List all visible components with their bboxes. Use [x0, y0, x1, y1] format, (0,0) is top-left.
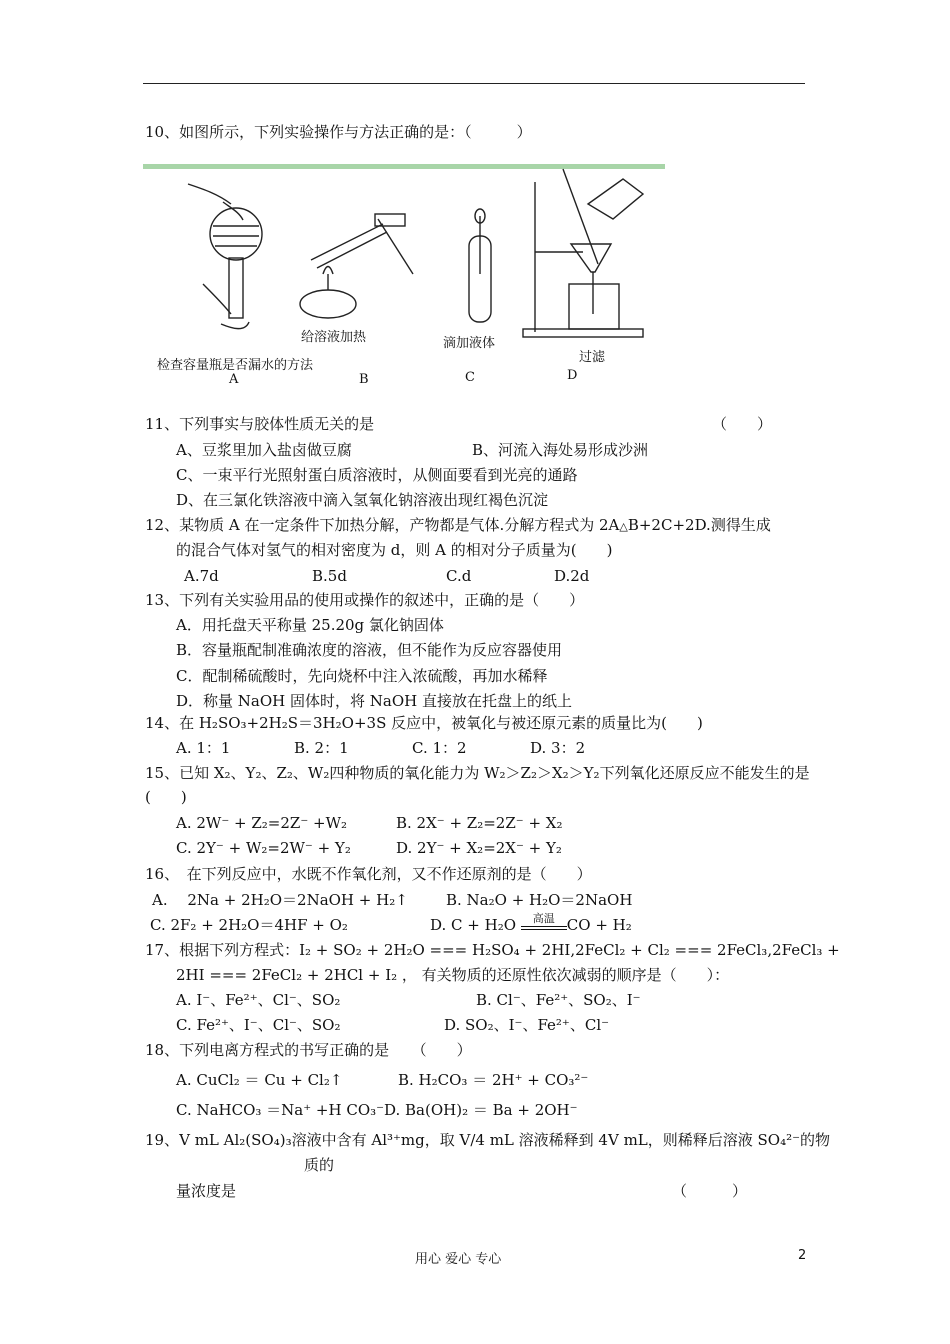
option-11-d: D、在三氯化铁溶液中滴入氢氧化钠溶液出现红褐色沉淀: [176, 491, 549, 509]
option-13-c: C．配制稀硫酸时，先向烧杯中注入浓硫酸，再加水稀释: [176, 667, 548, 685]
heat-arrow-icon: △: [619, 520, 628, 533]
option-12-c: C.d: [446, 567, 472, 585]
option-17-d: D. SO₂、I⁻、Fe²⁺、Cl⁻: [444, 1016, 610, 1034]
question-11-paren: （ ）: [712, 415, 773, 433]
caption-c: 滴加液体: [443, 336, 496, 351]
option-15-d: D. 2Y⁻ + X₂=2X⁻ + Y₂: [396, 839, 562, 857]
filtration-setup-drawing: [523, 169, 643, 337]
question-10: 10、如图所示，下列实验操作与方法正确的是：（ ）: [145, 123, 532, 141]
question-19-line2: 质的: [304, 1156, 335, 1174]
option-16-b: B. Na₂O + H₂O＝2NaOH: [446, 891, 633, 909]
option-13-a: A．用托盘天平称量 25.20g 氯化钠固体: [176, 616, 444, 634]
q12-part1: 12、某物质 A 在一定条件下加热分解，产物都是气体.分解方程式为 2A: [145, 516, 620, 534]
footer-text: 用心 爱心 专心: [415, 1252, 502, 1267]
option-11-c: C、一束平行光照射蛋白质溶液时，从侧面要看到光亮的通路: [176, 466, 578, 484]
option-18-a: A. CuCl₂ ＝ Cu + Cl₂↑: [176, 1071, 343, 1089]
experiment-figure: [143, 164, 665, 392]
option-11-a: A、豆浆里加入盐卤做豆腐: [176, 441, 352, 459]
letter-c: C: [465, 370, 475, 385]
option-16-d-reactants: D. C + H₂O: [430, 916, 517, 934]
option-15-c: C. 2Y⁻ + W₂=2W⁻ + Y₂: [176, 839, 351, 857]
option-14-d: D. 3：2: [530, 739, 586, 757]
option-18-d: D. Ba(OH)₂ ＝ Ba + 2OH⁻: [384, 1101, 578, 1119]
option-16-d-products: CO + H₂: [566, 916, 632, 934]
option-12-d: D.2d: [554, 567, 590, 585]
option-12-a: A.7d: [184, 567, 219, 585]
question-14-stem: 14、在 H₂SO₃+2H₂S＝3H₂O+3S 反应中，被氧化与被还原元素的质量比为( ): [145, 714, 703, 732]
figure-top-band: [143, 164, 665, 169]
option-11-b: B、河流入海处易形成沙洲: [472, 441, 649, 459]
question-17-line2: 2HI === 2FeCl₂ + 2HCl + I₂ ， 有关物质的还原性依次减弱的顺序是（ ）：: [176, 966, 730, 984]
option-18-c: C. NaHCO₃ ＝Na⁺ +H CO₃⁻: [176, 1101, 385, 1119]
question-19-paren: （ ）: [672, 1182, 748, 1200]
option-17-c: C. Fe²⁺、I⁻、Cl⁻、SO₂: [176, 1016, 341, 1034]
option-14-b: B. 2：1: [294, 739, 349, 757]
dropper-tube-drawing: [469, 209, 491, 322]
option-14-c: C. 1：2: [412, 739, 467, 757]
question-17-line1: 17、根据下列方程式：I₂ + SO₂ + 2H₂O === H₂SO₄ + 2HI,2FeCl₂ + Cl₂ === 2FeCl₃,2FeCl₃ +: [145, 941, 840, 959]
question-12-line1: [145, 515, 771, 537]
option-13-d: D．称量 NaOH 固体时，将 NaOH 直接放在托盘上的纸上: [176, 692, 572, 710]
option-17-a: A. I⁻、Fe²⁺、Cl⁻、SO₂: [176, 991, 341, 1009]
option-14-a: A. 1：1: [176, 739, 231, 757]
letter-d: D: [567, 368, 578, 383]
option-15-a: A. 2W⁻ + Z₂=2Z⁻ +W₂: [176, 814, 348, 832]
alcohol-lamp-drawing: [300, 214, 413, 318]
condition-label: 高温: [532, 912, 555, 925]
header-rule: [143, 83, 805, 84]
high-temp-condition: [521, 912, 567, 930]
q12-part2: B+2C+2D.测得生成: [627, 516, 771, 534]
question-19-line1: 19、V mL Al₂(SO₄)₃溶液中含有 Al³⁺mg，取 V/4 mL 溶液稀释到 4V mL，则稀释后溶液 SO₄²⁻的物: [145, 1131, 831, 1149]
question-16-stem: 16、 在下列反应中，水既不作氧化剂，又不作还原剂的是（ ）: [145, 865, 592, 883]
question-13-stem: 13、下列有关实验用品的使用或操作的叙述中，正确的是（ ）: [145, 591, 585, 609]
page-number: 2: [798, 1248, 807, 1263]
option-16-c: C. 2F₂ + 2H₂O＝4HF + O₂: [150, 916, 348, 934]
caption-a: 检查容量瓶是否漏水的方法: [157, 358, 314, 373]
question-11-stem: 11、下列事实与胶体性质无关的是: [145, 415, 375, 433]
question-12-line2: 的混合气体对氢气的相对密度为 d，则 A 的相对分子质量为( ): [176, 541, 613, 559]
option-16-d: [430, 912, 632, 935]
option-17-b: B. Cl⁻、Fe²⁺、SO₂、I⁻: [476, 991, 641, 1009]
option-12-b: B.5d: [312, 567, 347, 585]
volumetric-flask-drawing: [188, 184, 262, 329]
caption-d: 过滤: [579, 350, 606, 365]
letter-b: B: [359, 372, 369, 387]
option-18-b: B. H₂CO₃ ＝ 2H⁺ + CO₃²⁻: [398, 1071, 589, 1089]
option-13-b: B．容量瓶配制准确浓度的溶液，但不能作为反应容器使用: [176, 641, 563, 659]
question-15-stem: 15、已知 X₂、Y₂、Z₂、W₂四种物质的氧化能力为 W₂＞Z₂＞X₂＞Y₂下列氧化还原反应不能发生的是: [145, 764, 810, 782]
question-19-line3: 量浓度是: [176, 1182, 237, 1200]
letter-a: A: [229, 372, 239, 387]
question-18-stem: 18、下列电离方程式的书写正确的是 （ ）: [145, 1041, 472, 1059]
question-15-paren: ( ): [145, 788, 187, 806]
caption-b: 给溶液加热: [301, 330, 367, 345]
option-16-a: A. 2Na + 2H₂O＝2NaOH + H₂↑: [152, 891, 408, 909]
option-15-b: B. 2X⁻ + Z₂=2Z⁻ + X₂: [396, 814, 563, 832]
